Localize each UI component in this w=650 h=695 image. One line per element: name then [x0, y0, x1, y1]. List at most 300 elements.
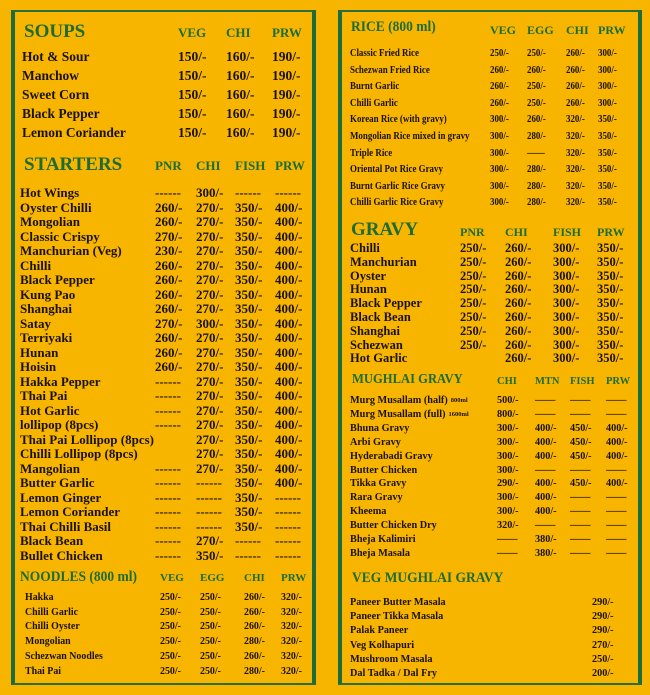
starters-heading: STARTERS: [24, 154, 123, 175]
rice-item-name: Mongolian Rice mixed in gravy: [350, 131, 470, 142]
soups-item-price: 150/-: [178, 87, 207, 102]
mughlai-gravy-item-price: 300/-: [497, 435, 519, 448]
veg-mughlai-gravy-item-name: Paneer Tikka Masala: [350, 610, 444, 623]
starters-item-price: ------: [155, 518, 181, 534]
soups-column-header: PRW: [272, 25, 302, 40]
veg-mughlai-gravy-item-name: Paneer Butter Masala: [350, 596, 446, 608]
mughlai-gravy-item-price: ——: [570, 407, 591, 420]
noodles-item-price: 250/-: [160, 635, 181, 648]
starters-item-price: ------: [155, 185, 181, 200]
rice-item-price: 260/-: [566, 48, 585, 59]
mughlai-gravy-item-price: 400/-: [606, 449, 628, 462]
mughlai-gravy-item-name: Bhuna Gravy: [350, 421, 410, 434]
soups-item-price: 190/-: [272, 87, 301, 102]
rice-item-price: 350/-: [598, 180, 617, 192]
gravy-item-price: 250/-: [460, 296, 487, 311]
gravy-item-price: 260/-: [505, 254, 532, 269]
noodles-item-price: 280/-: [244, 635, 265, 648]
starters-item-name: Hoisin: [20, 359, 57, 374]
noodles-item-price: 250/-: [200, 591, 221, 603]
rice-item-price: 320/-: [566, 164, 585, 176]
starters-item-name: Butter Garlic: [20, 475, 95, 490]
starters-item-price: 400/-: [275, 431, 303, 447]
rice-item-price: 320/-: [566, 114, 585, 126]
mughlai-gravy-item-price: ——: [535, 463, 556, 476]
starters-item-name: Kung Pao: [20, 286, 76, 302]
gravy-item-price: 260/-: [505, 310, 532, 324]
gravy-item-name: Hunan: [350, 282, 387, 297]
gravy-item-name: Chilli: [350, 241, 380, 255]
starters-item-price: 260/-: [155, 214, 183, 229]
starters-item-price: ------: [196, 518, 222, 534]
gravy-item-price: 350/-: [597, 241, 624, 255]
starters-item-price: ------: [275, 185, 301, 200]
gravy-item-price: 260/-: [505, 337, 532, 352]
starters-item-price: ------: [155, 402, 181, 418]
soups-item-name: Sweet Corn: [22, 87, 90, 102]
soups-column-header: CHI: [226, 25, 251, 40]
starters-item-price: 400/-: [275, 475, 303, 490]
rice-item-price: 260/-: [566, 64, 585, 76]
starters-item-name: Thai Pai: [20, 388, 68, 403]
mughlai-gravy-item-price: 400/-: [606, 421, 628, 434]
starters-item-price: 400/-: [275, 330, 303, 345]
gravy-item-price: 250/-: [460, 241, 487, 255]
starters-item-price: 260/-: [155, 272, 183, 287]
gravy-item-name: Manchurian: [350, 254, 417, 269]
starters-column-header: FISH: [235, 158, 266, 173]
starters-item-price: 350/-: [235, 460, 263, 476]
gravy-item-price: 250/-: [460, 282, 487, 297]
mughlai-gravy-item-price: 450/-: [570, 421, 592, 434]
soups-item-price: 160/-: [226, 87, 255, 102]
mughlai-gravy-item-price: 300/-: [497, 463, 519, 476]
starters-item-price: 350/-: [235, 489, 263, 505]
mughlai-gravy-item-price: ——: [606, 546, 627, 559]
starters-item-name: Black Pepper: [20, 272, 95, 287]
rice-item-price: 350/-: [598, 197, 617, 209]
starters-item-price: 270/-: [196, 214, 224, 229]
veg-mughlai-gravy-heading: VEG MUGHLAI GRAVY: [352, 570, 504, 586]
noodles-column-header: VEG: [160, 572, 184, 584]
gravy-column-header: PNR: [460, 225, 485, 239]
veg-mughlai-gravy-item-price: 270/-: [592, 638, 614, 651]
mughlai-gravy-item-name: Murg Musallam (full): [350, 407, 446, 420]
mughlai-gravy-item-price: 400/-: [535, 435, 557, 448]
mughlai-gravy-item-price: 800/-: [497, 407, 519, 420]
mughlai-gravy-item-price: 500/-: [497, 394, 519, 406]
starters-item-price: 400/-: [275, 359, 303, 374]
starters-item-price: 270/-: [196, 228, 224, 244]
rice-item-name: Triple Rice: [350, 147, 393, 159]
noodles-column-header: EGG: [200, 572, 225, 584]
noodles-item-name: Schezwan Noodles: [25, 649, 103, 662]
gravy-item-name: Shanghai: [350, 323, 401, 338]
starters-item-price: 350/-: [235, 330, 263, 345]
starters-item-name: Mongolian: [20, 214, 80, 229]
gravy-item-name: Black Pepper: [350, 296, 422, 311]
starters-item-price: 400/-: [275, 228, 303, 244]
rice-item-price: 300/-: [598, 48, 617, 59]
starters-item-name: Bullet Chicken: [20, 547, 103, 563]
starters-item-price: ------: [275, 518, 301, 534]
gravy-item-price: 260/-: [505, 296, 532, 311]
starters-item-price: 260/-: [155, 301, 183, 316]
rice-item-price: 350/-: [598, 114, 617, 126]
gravy-item-name: Hot Garlic: [350, 351, 408, 366]
mughlai-gravy-item-price: 400/-: [535, 421, 557, 434]
noodles-item-price: 250/-: [200, 605, 221, 618]
mughlai-gravy-item-name: Bheja Masala: [350, 546, 410, 559]
mughlai-gravy-item-price: 300/-: [497, 491, 519, 504]
starters-item-price: 270/-: [196, 446, 224, 461]
soups-item-price: 160/-: [226, 106, 255, 121]
noodles-item-price: 320/-: [281, 605, 302, 618]
starters-item-price: 400/-: [275, 214, 303, 229]
rice-item-price: 260/-: [566, 97, 585, 109]
gravy-item-price: 300/-: [553, 351, 580, 366]
starters-item-price: 270/-: [196, 286, 224, 302]
soups-item-price: 160/-: [226, 68, 255, 83]
starters-item-price: 350/-: [235, 504, 263, 519]
mughlai-gravy-item-price: ——: [570, 546, 591, 559]
rice-item-price: 280/-: [527, 180, 546, 192]
gravy-item-price: 300/-: [553, 337, 580, 352]
mughlai-gravy-item-price: 300/-: [497, 505, 519, 518]
rice-item-name: Burnt Garlic: [350, 81, 400, 93]
gravy-item-price: 350/-: [597, 296, 624, 311]
starters-item-price: ------: [235, 533, 261, 548]
starters-item-price: ------: [275, 547, 301, 563]
starters-item-price: 350/-: [235, 431, 263, 447]
soups-item-name: Hot & Sour: [22, 49, 90, 64]
starters-item-price: ------: [155, 388, 181, 403]
mughlai-gravy-item-name: Hyderabadi Gravy: [350, 449, 433, 462]
mughlai-gravy-item-price: 380/-: [535, 546, 557, 559]
mughlai-gravy-item-price: ——: [606, 519, 627, 532]
starters-item-price: 230/-: [155, 243, 183, 258]
rice-column-header: CHI: [566, 23, 589, 37]
rice-item-price: 300/-: [490, 147, 509, 159]
starters-item-price: 270/-: [196, 359, 224, 374]
gravy-item-price: 250/-: [460, 268, 487, 283]
mughlai-gravy-column-header: FISH: [570, 376, 595, 387]
starters-item-name: Shanghai: [20, 301, 73, 316]
starters-item-price: 260/-: [155, 344, 183, 360]
gravy-item-price: 250/-: [460, 310, 487, 324]
rice-item-price: ——: [527, 147, 545, 159]
rice-item-price: 260/-: [490, 64, 509, 76]
starters-item-price: 400/-: [275, 315, 303, 331]
gravy-column-header: FISH: [553, 225, 582, 239]
veg-mughlai-gravy-item-price: 290/-: [592, 624, 614, 637]
rice-item-price: 260/-: [490, 97, 509, 109]
starters-item-price: 350/-: [235, 359, 263, 374]
starters-item-price: 270/-: [196, 402, 224, 418]
noodles-item-name: Hakka: [25, 591, 54, 603]
starters-item-price: 350/-: [235, 272, 263, 287]
starters-item-price: ------: [155, 547, 181, 563]
noodles-item-price: 320/-: [281, 635, 302, 648]
noodles-item-name: Mongolian: [25, 635, 71, 648]
starters-item-price: ------: [155, 504, 181, 519]
mughlai-gravy-item-price: 300/-: [497, 449, 519, 462]
starters-item-price: 350/-: [235, 257, 263, 273]
rice-item-price: 250/-: [490, 48, 509, 59]
mughlai-gravy-item-price: ——: [535, 394, 556, 406]
rice-heading: RICE (800 ml): [351, 19, 436, 35]
starters-item-price: ------: [275, 533, 301, 548]
mughlai-gravy-item-price: 450/-: [570, 449, 592, 462]
soups-item-price: 190/-: [272, 68, 301, 83]
veg-mughlai-gravy-item-price: 200/-: [592, 667, 614, 679]
rice-item-name: Chilli Garlic Rice Gravy: [350, 197, 444, 209]
starters-item-price: 400/-: [275, 402, 303, 418]
noodles-item-price: 320/-: [281, 649, 302, 662]
veg-mughlai-gravy-item-price: 290/-: [592, 610, 614, 623]
rice-item-price: 300/-: [490, 180, 509, 192]
mughlai-gravy-item-price: 400/-: [535, 491, 557, 504]
mughlai-gravy-item-price: ——: [570, 394, 591, 406]
starters-item-name: Terriyaki: [20, 330, 73, 345]
starters-item-price: 350/-: [235, 243, 263, 258]
mughlai-gravy-item-price: ——: [606, 463, 627, 476]
mughlai-gravy-item-price: ——: [606, 407, 627, 420]
soups-item-price: 150/-: [178, 68, 207, 83]
soups-item-name: Manchow: [22, 68, 79, 83]
mughlai-gravy-item-name: Murg Musallam (half): [350, 394, 448, 406]
starters-item-name: lollipop (8pcs): [20, 417, 99, 432]
starters-item-price: 270/-: [155, 315, 183, 331]
rice-item-price: 260/-: [527, 114, 546, 126]
gravy-item-price: 350/-: [597, 310, 624, 324]
noodles-item-price: 250/-: [160, 591, 181, 603]
rice-item-price: 280/-: [527, 131, 546, 142]
starters-item-price: 270/-: [196, 199, 224, 215]
starters-item-price: 350/-: [235, 214, 263, 229]
rice-column-header: PRW: [598, 23, 626, 37]
noodles-item-price: 250/-: [160, 664, 181, 677]
gravy-item-price: 300/-: [553, 323, 580, 338]
starters-item-price: 350/-: [196, 547, 224, 563]
gravy-item-name: Black Bean: [350, 310, 411, 324]
soups-column-header: VEG: [178, 25, 207, 40]
starters-item-price: ------: [155, 460, 181, 476]
mughlai-gravy-item-price: 450/-: [570, 477, 592, 490]
gravy-item-price: 250/-: [460, 254, 487, 269]
mughlai-gravy-item-price: ——: [570, 491, 591, 504]
noodles-item-price: 320/-: [281, 664, 302, 677]
gravy-item-price: 350/-: [597, 282, 624, 297]
noodles-item-price: 250/-: [160, 605, 181, 618]
rice-item-price: 350/-: [598, 164, 617, 176]
starters-item-price: ------: [196, 475, 222, 490]
rice-item-price: 320/-: [566, 180, 585, 192]
starters-item-price: 270/-: [196, 431, 224, 447]
starters-item-price: 270/-: [196, 301, 224, 316]
soups-item-price: 150/-: [178, 125, 207, 140]
starters-item-price: 260/-: [155, 330, 183, 345]
starters-item-price: 350/-: [235, 518, 263, 534]
mughlai-gravy-item-price: ——: [606, 505, 627, 518]
mughlai-gravy-item-price: ——: [570, 505, 591, 518]
noodles-item-price: 280/-: [244, 664, 265, 677]
gravy-item-price: 260/-: [505, 241, 532, 255]
starters-item-price: 350/-: [235, 417, 263, 432]
starters-item-price: ------: [235, 547, 261, 563]
soups-heading: SOUPS: [24, 21, 86, 42]
starters-item-price: ------: [275, 504, 301, 519]
gravy-item-name: Oyster: [350, 268, 387, 283]
noodles-heading: NOODLES (800 ml): [20, 569, 138, 585]
starters-item-price: ------: [155, 417, 181, 432]
starters-item-price: 400/-: [275, 373, 303, 389]
noodles-item-price: 260/-: [244, 620, 265, 633]
veg-mughlai-gravy-item-name: Palak Paneer: [350, 624, 409, 637]
veg-mughlai-gravy-item-name: Veg Kolhapuri: [350, 638, 415, 651]
starters-item-price: 350/-: [235, 373, 263, 389]
mughlai-gravy-item-price: ——: [535, 519, 556, 532]
mughlai-gravy-item-price: 300/-: [497, 421, 519, 434]
gravy-item-price: 300/-: [553, 282, 580, 297]
mughlai-gravy-item-name: Kheema: [350, 505, 387, 518]
starters-item-price: 270/-: [196, 257, 224, 273]
soups-item-price: 160/-: [226, 49, 255, 64]
gravy-item-price: 350/-: [597, 337, 624, 352]
starters-item-price: 270/-: [196, 243, 224, 258]
starters-item-price: ------: [235, 185, 261, 200]
rice-item-name: Korean Rice (with gravy): [350, 114, 447, 126]
soups-item-price: 150/-: [178, 49, 207, 64]
rice-item-price: 300/-: [490, 197, 509, 209]
rice-item-price: 300/-: [598, 97, 617, 109]
veg-mughlai-gravy-item-price: 290/-: [592, 596, 614, 608]
starters-item-price: 350/-: [235, 475, 263, 490]
rice-item-price: 250/-: [527, 48, 546, 59]
rice-item-price: 320/-: [566, 131, 585, 142]
mughlai-gravy-item-name: Butter Chicken: [350, 463, 418, 476]
starters-item-price: 400/-: [275, 199, 303, 215]
noodles-item-price: 250/-: [200, 620, 221, 633]
rice-item-price: 280/-: [527, 164, 546, 176]
mughlai-gravy-heading: MUGHLAI GRAVY: [352, 372, 463, 387]
starters-item-price: 350/-: [235, 301, 263, 316]
starters-column-header: CHI: [196, 158, 221, 173]
noodles-item-price: 260/-: [244, 591, 265, 603]
starters-item-price: 400/-: [275, 460, 303, 476]
mughlai-gravy-item-price: ——: [497, 546, 518, 559]
starters-item-price: 270/-: [196, 330, 224, 345]
starters-item-price: 350/-: [235, 228, 263, 244]
gravy-item-price: 300/-: [553, 254, 580, 269]
starters-item-name: Hot Wings: [20, 185, 80, 200]
noodles-item-price: 260/-: [244, 605, 265, 618]
mughlai-gravy-item-price: 290/-: [497, 477, 519, 490]
noodles-item-price: 250/-: [160, 649, 181, 662]
mughlai-gravy-item-price: 400/-: [606, 477, 628, 490]
mughlai-gravy-item-price: ——: [570, 519, 591, 532]
gravy-column-header: PRW: [597, 225, 625, 239]
starters-column-header: PNR: [155, 158, 182, 173]
starters-item-price: 270/-: [196, 344, 224, 360]
starters-item-price: 350/-: [235, 199, 263, 215]
rice-item-name: Burnt Garlic Rice Gravy: [350, 180, 445, 192]
noodles-item-price: 320/-: [281, 620, 302, 633]
soups-item-price: 160/-: [226, 125, 255, 140]
rice-item-price: 320/-: [566, 197, 585, 209]
starters-item-price: 400/-: [275, 286, 303, 302]
soups-item-price: 190/-: [272, 106, 301, 121]
starters-item-price: 400/-: [275, 301, 303, 316]
rice-item-price: 280/-: [527, 197, 546, 209]
mughlai-gravy-item-name: Rara Gravy: [350, 491, 403, 504]
rice-item-price: 320/-: [566, 147, 585, 159]
gravy-column-header: CHI: [505, 225, 528, 239]
starters-item-price: 350/-: [235, 388, 263, 403]
starters-item-name: Chilli Lollipop (8pcs): [20, 446, 138, 461]
gravy-item-price: 300/-: [553, 310, 580, 324]
mughlai-gravy-column-header: MTN: [535, 376, 560, 387]
gravy-item-price: 260/-: [505, 268, 532, 283]
soups-item-price: 150/-: [178, 106, 207, 121]
starters-item-name: Oyster Chilli: [20, 199, 92, 215]
starters-item-name: Lemon Coriander: [20, 504, 121, 519]
rice-item-price: 260/-: [566, 81, 585, 93]
starters-item-price: 400/-: [275, 446, 303, 461]
mughlai-gravy-item-price: ——: [606, 533, 627, 545]
rice-item-price: 300/-: [490, 131, 509, 142]
starters-item-price: 350/-: [235, 402, 263, 418]
starters-item-price: 260/-: [155, 199, 183, 215]
mughlai-gravy-item-price: 400/-: [606, 435, 628, 448]
starters-item-price: 260/-: [155, 286, 183, 302]
gravy-item-price: 260/-: [505, 323, 532, 338]
starters-item-name: Manchurian (Veg): [20, 243, 122, 258]
starters-item-price: ------: [196, 504, 222, 519]
starters-item-price: 400/-: [275, 272, 303, 287]
starters-item-price: 300/-: [196, 185, 224, 200]
starters-item-name: Black Bean: [20, 533, 84, 548]
mughlai-gravy-item-note: 800ml: [450, 397, 468, 404]
starters-item-price: ------: [155, 489, 181, 505]
noodles-item-name: Thai Pai: [25, 664, 62, 677]
mughlai-gravy-column-header: PRW: [606, 376, 631, 387]
starters-item-price: 270/-: [196, 272, 224, 287]
gravy-item-price: 350/-: [597, 254, 624, 269]
rice-column-header: EGG: [527, 23, 554, 37]
gravy-item-price: 260/-: [505, 282, 532, 297]
starters-item-name: Mangolian: [20, 460, 80, 476]
mughlai-gravy-column-header: CHI: [497, 376, 517, 387]
starters-item-price: ------: [275, 489, 301, 505]
rice-item-name: Classic Fried Rice: [350, 48, 419, 59]
soups-item-name: Black Pepper: [22, 106, 100, 121]
noodles-item-price: 250/-: [200, 649, 221, 662]
starters-item-price: 350/-: [235, 344, 263, 360]
gravy-item-price: 300/-: [553, 268, 580, 283]
noodles-item-price: 250/-: [200, 664, 221, 677]
noodles-item-name: Chilli Garlic: [25, 605, 79, 618]
starters-column-header: PRW: [275, 158, 305, 173]
rice-item-price: 300/-: [490, 114, 509, 126]
mughlai-gravy-item-name: Arbi Gravy: [350, 435, 401, 448]
veg-mughlai-gravy-item-name: Mushroom Masala: [350, 652, 433, 665]
starters-item-price: 400/-: [275, 243, 303, 258]
mughlai-gravy-item-price: ——: [606, 491, 627, 504]
noodles-item-price: 250/-: [160, 620, 181, 633]
starters-item-price: 400/-: [275, 257, 303, 273]
starters-item-price: ------: [155, 533, 181, 548]
